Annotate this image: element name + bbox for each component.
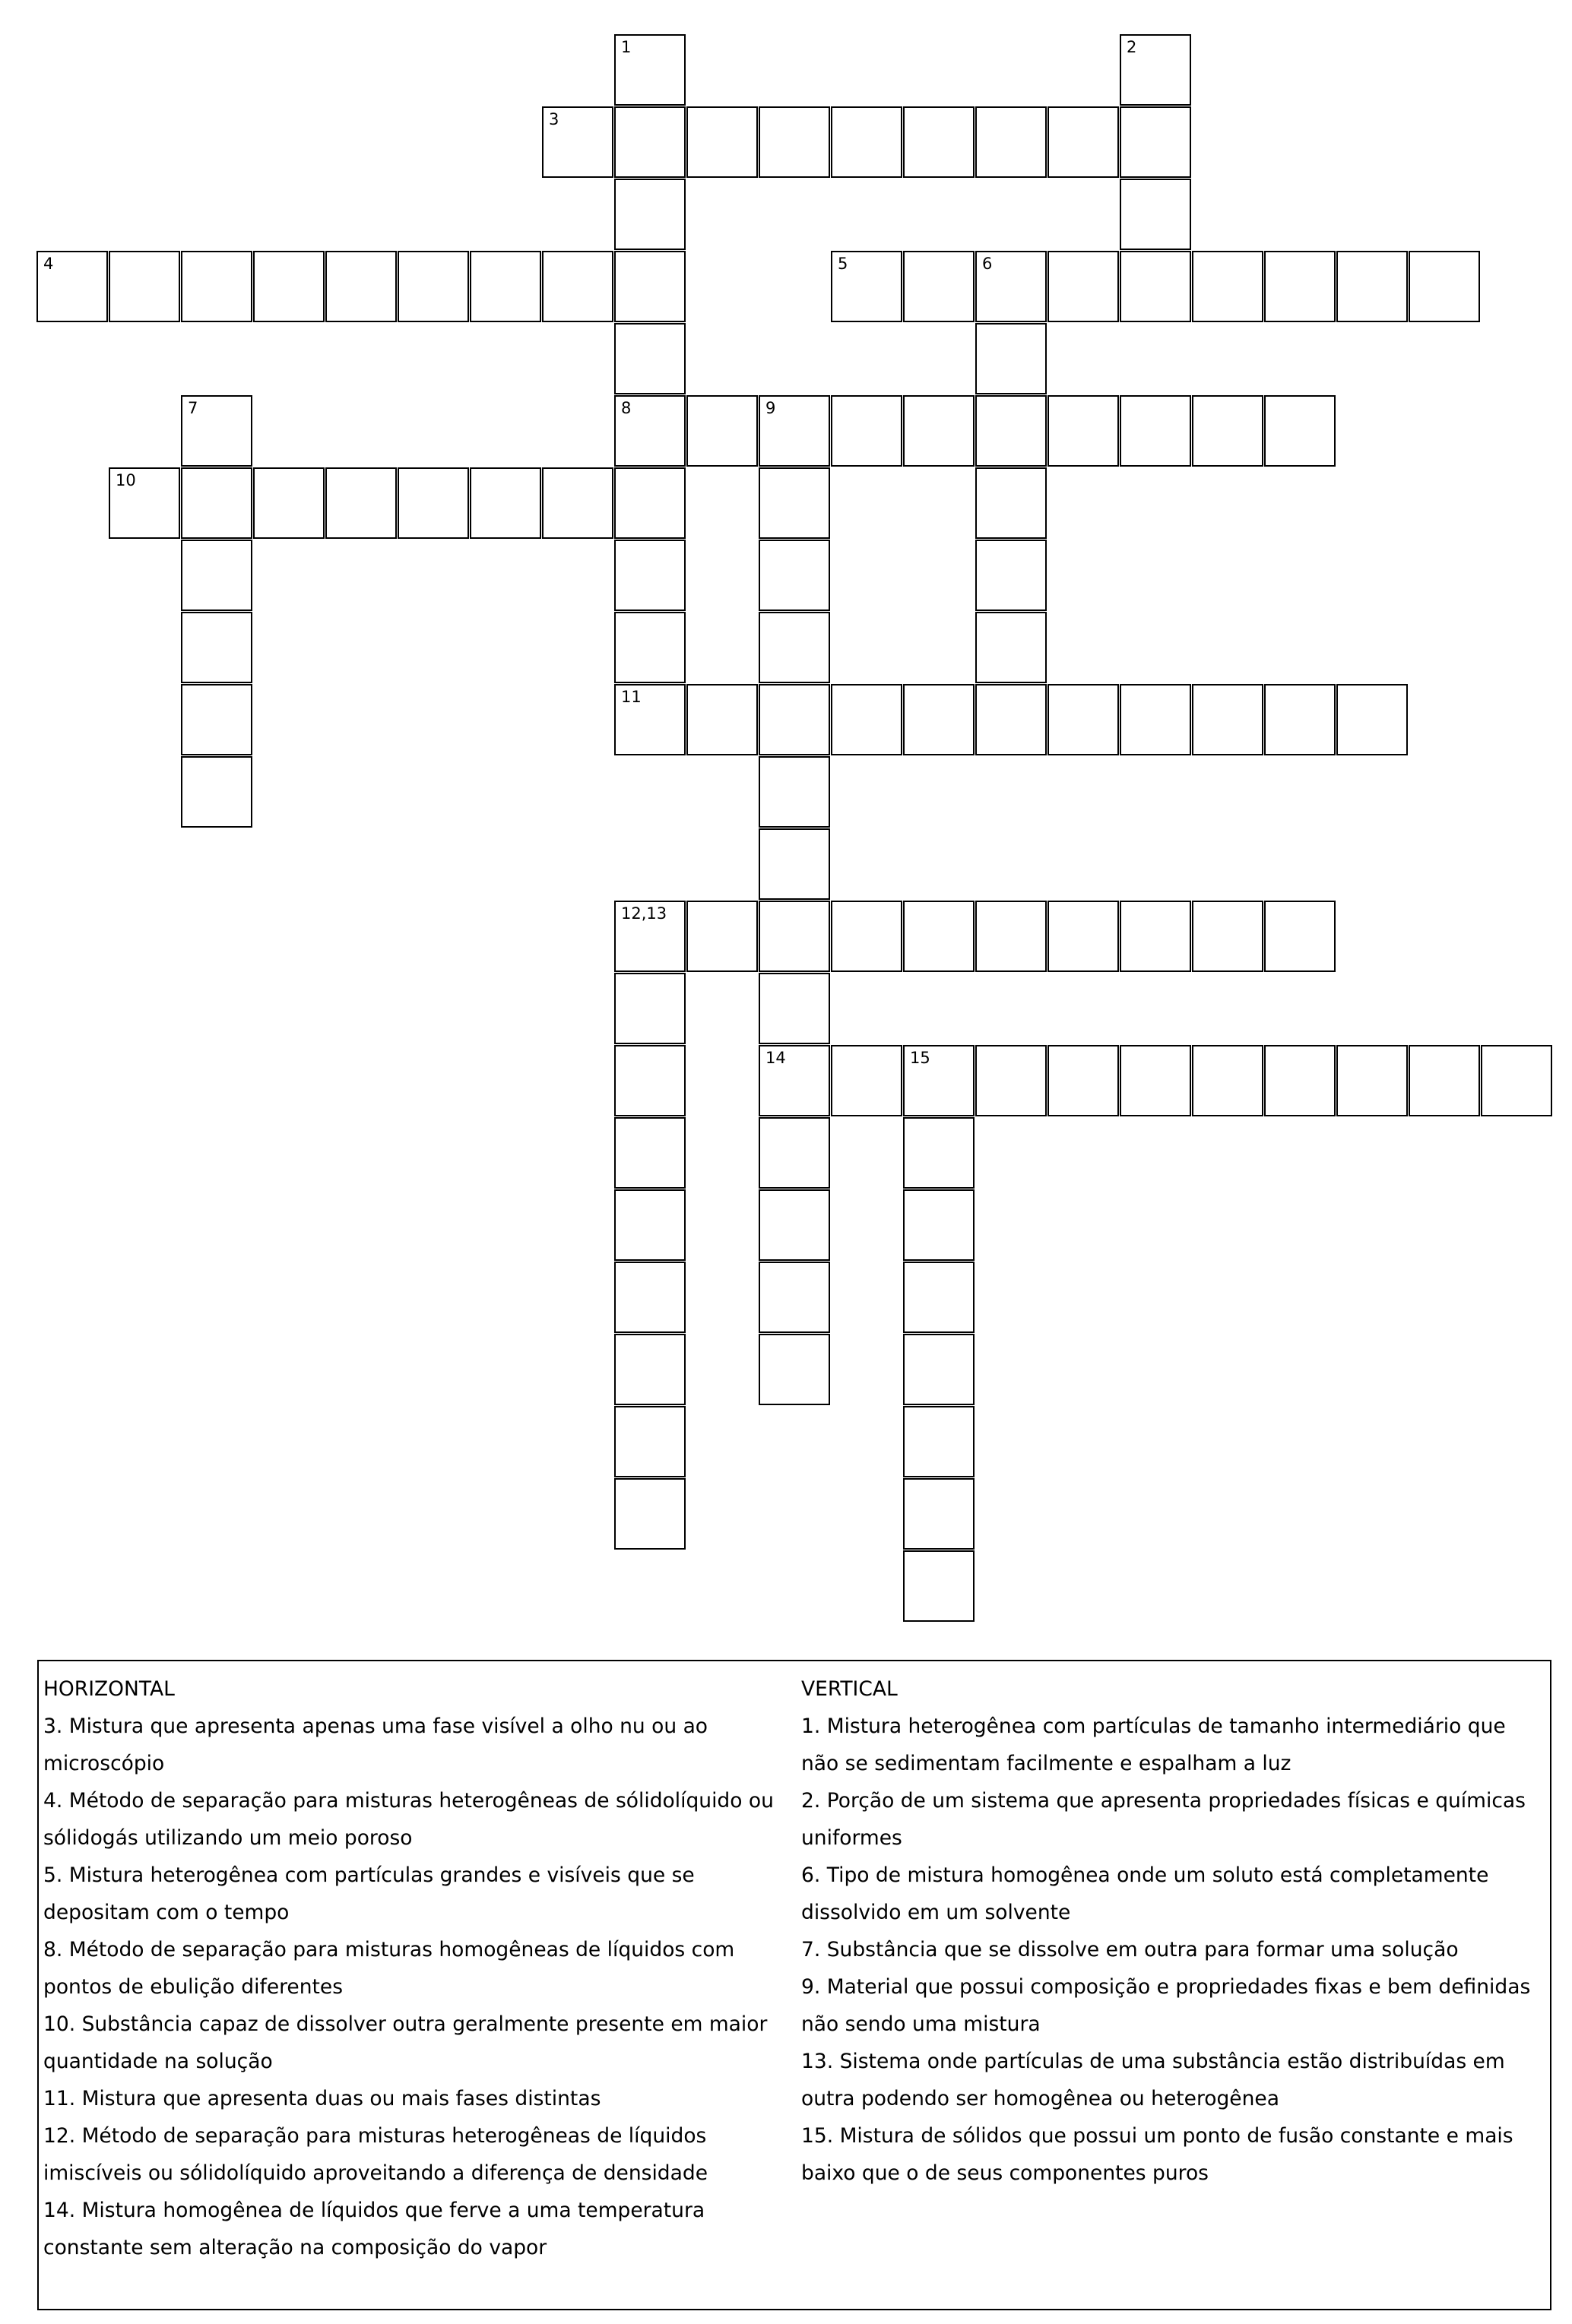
- grid-cell[interactable]: [903, 106, 975, 178]
- grid-cell[interactable]: [903, 1189, 975, 1261]
- grid-cell[interactable]: [759, 901, 830, 972]
- grid-cell[interactable]: [975, 901, 1047, 972]
- grid-cell[interactable]: [759, 1262, 830, 1333]
- grid-cell[interactable]: [759, 756, 830, 828]
- grid-cell[interactable]: [1336, 684, 1408, 755]
- grid-cell[interactable]: [759, 395, 830, 467]
- clue-number: 3: [549, 110, 559, 128]
- clue-number: 4: [43, 255, 54, 273]
- grid-cell[interactable]: [325, 251, 397, 322]
- grid-cell[interactable]: [1047, 684, 1119, 755]
- grid-cell[interactable]: [1409, 251, 1480, 322]
- grid-cell[interactable]: [614, 684, 686, 755]
- grid-cell[interactable]: [1047, 106, 1119, 178]
- grid-cell[interactable]: [109, 467, 180, 539]
- grid-cell[interactable]: [759, 467, 830, 539]
- grid-cell[interactable]: [614, 179, 686, 250]
- clue-across-14: 14. Mistura homogênea de líquidos que ferve a uma temperatura constante sem alteração na composição do vapor: [43, 2199, 705, 2259]
- grid-cell[interactable]: [614, 901, 686, 972]
- grid-cell[interactable]: [831, 1045, 902, 1116]
- clue-number: 11: [621, 688, 642, 706]
- grid-cell[interactable]: [1264, 395, 1336, 467]
- clue-number: 10: [116, 471, 136, 489]
- clue-number: 5: [838, 255, 848, 273]
- grid-cell[interactable]: [903, 1117, 975, 1189]
- grid-cell[interactable]: [831, 684, 902, 755]
- grid-cell[interactable]: [1264, 901, 1336, 972]
- clue-down-2: 2. Porção de um sistema que apresenta propriedades físicas e químicas uniformes: [801, 1789, 1526, 1850]
- horizontal-title: HORIZONTAL: [43, 1677, 175, 1701]
- grid-cell[interactable]: [181, 540, 252, 611]
- grid-cell[interactable]: [903, 1550, 975, 1622]
- clue-down-13: 13. Sistema onde partículas de uma substância estão distribuídas em outra podendo ser homogênea ou heterogênea: [801, 2050, 1505, 2110]
- clue-number: 9: [765, 399, 776, 417]
- grid-cell[interactable]: [1120, 1045, 1191, 1116]
- grid-cell[interactable]: [542, 467, 613, 539]
- clue-number: 12,13: [621, 904, 667, 923]
- grid-cell[interactable]: [1264, 1045, 1336, 1116]
- grid-cell[interactable]: [181, 684, 252, 755]
- grid-cell[interactable]: [253, 467, 325, 539]
- grid-cell[interactable]: [903, 251, 975, 322]
- grid-cell[interactable]: [542, 251, 613, 322]
- clue-across-11: 11. Mistura que apresenta duas ou mais fases distintas: [43, 2087, 601, 2110]
- horizontal-clues: [43, 1670, 796, 2266]
- grid-cell[interactable]: [759, 1189, 830, 1261]
- grid-cell[interactable]: [614, 34, 686, 106]
- grid-cell[interactable]: [975, 323, 1047, 394]
- clue-down-9: 9. Material que possui composição e propriedades fixas e bem definidas não sendo uma mistura: [801, 1975, 1531, 2036]
- grid-cell[interactable]: [614, 251, 686, 322]
- clue-across-8: 8. Método de separação para misturas homogêneas de líquidos com pontos de ebulição diferentes: [43, 1938, 735, 1999]
- grid-cell[interactable]: [975, 612, 1047, 683]
- grid-cell[interactable]: [975, 395, 1047, 467]
- grid-cell[interactable]: [398, 467, 469, 539]
- grid-cell[interactable]: [975, 684, 1047, 755]
- grid-cell[interactable]: [614, 612, 686, 683]
- grid-cell[interactable]: [325, 467, 397, 539]
- grid-cell[interactable]: [903, 1262, 975, 1333]
- grid-cell[interactable]: [759, 1334, 830, 1405]
- grid-cell[interactable]: [1192, 1045, 1263, 1116]
- grid-cell[interactable]: [686, 901, 758, 972]
- grid-cell[interactable]: [1336, 1045, 1408, 1116]
- grid-cell[interactable]: [903, 395, 975, 467]
- grid-cell[interactable]: [614, 395, 686, 467]
- clue-number: 2: [1127, 38, 1137, 56]
- clue-down-1: 1. Mistura heterogênea com partículas de tamanho intermediário que não se sedimentam facilmente e espalham a luz: [801, 1715, 1506, 1775]
- grid-cell[interactable]: [1120, 684, 1191, 755]
- grid-cell[interactable]: [1192, 901, 1263, 972]
- grid-cell[interactable]: [759, 684, 830, 755]
- grid-cell[interactable]: [614, 1406, 686, 1477]
- grid-cell[interactable]: [1336, 251, 1408, 322]
- clue-down-15: 15. Mistura de sólidos que possui um ponto de fusão constante e mais baixo que o de seus componentes puros: [801, 2124, 1513, 2185]
- grid-cell[interactable]: [181, 467, 252, 539]
- clue-down-6: 6. Tipo de mistura homogênea onde um soluto está completamente dissolvido em um solvente: [801, 1863, 1489, 1924]
- grid-cell[interactable]: [903, 1045, 975, 1116]
- grid-cell[interactable]: [614, 1262, 686, 1333]
- grid-cell[interactable]: [1047, 1045, 1119, 1116]
- grid-cell[interactable]: [1192, 684, 1263, 755]
- grid-cell[interactable]: [36, 251, 108, 322]
- grid-cell[interactable]: [831, 395, 902, 467]
- grid-cell[interactable]: [1120, 106, 1191, 178]
- grid-cell[interactable]: [759, 1117, 830, 1189]
- grid-cell[interactable]: [1120, 395, 1191, 467]
- grid-cell[interactable]: [1192, 251, 1263, 322]
- grid-cell[interactable]: [1120, 34, 1191, 106]
- grid-cell[interactable]: [1192, 395, 1263, 467]
- grid-cell[interactable]: [614, 1189, 686, 1261]
- grid-cell[interactable]: [181, 251, 252, 322]
- grid-cell[interactable]: [759, 106, 830, 178]
- grid-cell[interactable]: [686, 684, 758, 755]
- grid-cell[interactable]: [759, 828, 830, 900]
- clue-across-3: 3. Mistura que apresenta apenas uma fase visível a olho nu ou ao microscópio: [43, 1715, 708, 1775]
- grid-cell[interactable]: [1264, 251, 1336, 322]
- grid-cell[interactable]: [181, 612, 252, 683]
- clue-number: 1: [621, 38, 632, 56]
- grid-cell[interactable]: [1264, 684, 1336, 755]
- clue-across-5: 5. Mistura heterogênea com partículas grandes e visíveis que se depositam com o tempo: [43, 1863, 695, 1924]
- grid-cell[interactable]: [759, 612, 830, 683]
- grid-cell[interactable]: [975, 1045, 1047, 1116]
- vertical-title: VERTICAL: [801, 1677, 898, 1701]
- grid-cell[interactable]: [614, 323, 686, 394]
- grid-cell[interactable]: [398, 251, 469, 322]
- grid-cell[interactable]: [1047, 251, 1119, 322]
- grid-cell[interactable]: [614, 1478, 686, 1550]
- grid-cell[interactable]: [470, 467, 541, 539]
- clue-across-4: 4. Método de separação para misturas heterogêneas de sólidolíquido ou sólidogás utilizando um meio poroso: [43, 1789, 774, 1850]
- grid-cell[interactable]: [686, 395, 758, 467]
- grid-cell[interactable]: [759, 1045, 830, 1116]
- grid-cell[interactable]: [975, 251, 1047, 322]
- grid-cell[interactable]: [1120, 251, 1191, 322]
- grid-cell[interactable]: [109, 251, 180, 322]
- grid-cell[interactable]: [831, 901, 902, 972]
- grid-cell[interactable]: [903, 684, 975, 755]
- grid-cell[interactable]: [903, 1478, 975, 1550]
- grid-cell[interactable]: [831, 106, 902, 178]
- clue-number: 15: [910, 1049, 930, 1067]
- grid-cell[interactable]: [470, 251, 541, 322]
- clues-box: [37, 1660, 1551, 2310]
- grid-cell[interactable]: [614, 106, 686, 178]
- grid-cell[interactable]: [903, 1406, 975, 1477]
- grid-cell[interactable]: [903, 1334, 975, 1405]
- clue-down-7: 7. Substância que se dissolve em outra para formar uma solução: [801, 1938, 1459, 1961]
- grid-cell[interactable]: [759, 540, 830, 611]
- clue-number: 8: [621, 399, 632, 417]
- grid-cell[interactable]: [1409, 1045, 1480, 1116]
- grid-cell[interactable]: [1047, 901, 1119, 972]
- grid-cell[interactable]: [1047, 395, 1119, 467]
- grid-cell[interactable]: [614, 1117, 686, 1189]
- grid-cell[interactable]: [831, 251, 902, 322]
- grid-cell[interactable]: [614, 1045, 686, 1116]
- grid-cell[interactable]: [542, 106, 613, 178]
- grid-cell[interactable]: [253, 251, 325, 322]
- clue-across-10: 10. Substância capaz de dissolver outra geralmente presente em maior quantidade na solução: [43, 2012, 768, 2073]
- grid-cell[interactable]: [686, 106, 758, 178]
- clue-number: 7: [188, 399, 198, 417]
- grid-cell[interactable]: [614, 467, 686, 539]
- grid-cell[interactable]: [975, 467, 1047, 539]
- grid-cell[interactable]: [614, 540, 686, 611]
- grid-cell[interactable]: [181, 395, 252, 467]
- clue-across-12: 12. Método de separação para misturas heterogêneas de líquidos imiscíveis ou sólidolíquido aproveitando a diferença de densidade: [43, 2124, 708, 2185]
- grid-cell[interactable]: [181, 756, 252, 828]
- vertical-clues: [801, 1670, 1542, 2192]
- clue-number: 14: [765, 1049, 786, 1067]
- grid-cell[interactable]: [1481, 1045, 1552, 1116]
- grid-cell[interactable]: [975, 106, 1047, 178]
- grid-cell[interactable]: [975, 540, 1047, 611]
- grid-cell[interactable]: [759, 973, 830, 1044]
- grid-cell[interactable]: [614, 973, 686, 1044]
- clue-number: 6: [982, 255, 993, 273]
- grid-cell[interactable]: [614, 1334, 686, 1405]
- grid-cell[interactable]: [1120, 901, 1191, 972]
- grid-cell[interactable]: [1120, 179, 1191, 250]
- grid-cell[interactable]: [903, 901, 975, 972]
